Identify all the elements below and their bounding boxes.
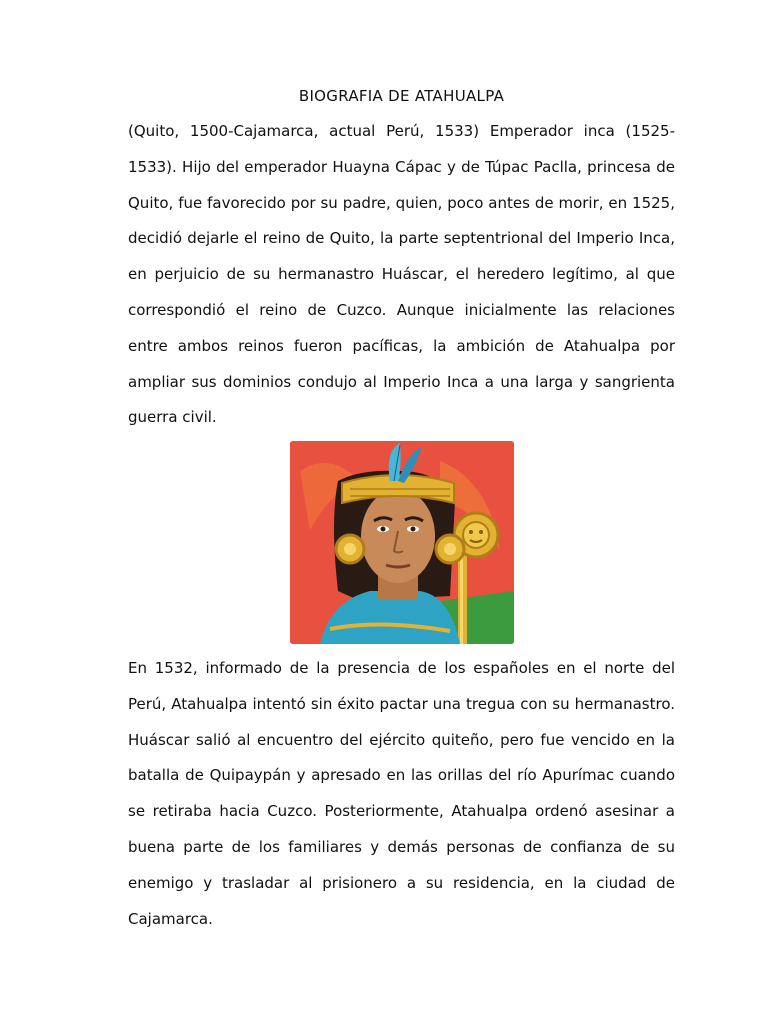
paragraph-1: (Quito, 1500-Cajamarca, actual Perú, 1533) Emperador inca (1525-1533). Hijo del emperador Huayna Cápac y de Túpac Paclla, princesa de Quito, fue favorecido por su padre, quien, poco antes de morir, en 1525, decidió dejarle el reino de Quito, la parte septentrional del Imperio Inca, en perjuicio de su hermanastro Huáscar, el heredero legítimo, al que correspondió el reino de Cuzco. Aunque inicialmente las relaciones entre ambos reinos fueron pacíficas, la ambición de Atahualpa por ampliar sus dominios condujo al Imperio Inca a una larga y sangrienta guerra civil. (128, 122, 675, 427)
page-title: BIOGRAFIA DE ATAHUALPA (298, 87, 505, 105)
paragraph-2: En 1532, informado de la presencia de los españoles en el norte del Perú, Atahualpa intentó sin éxito pactar una tregua con su hermanastro. Huáscar salió al encuentro del ejército quiteño, pero fue vencido en la batalla de Quipaypán y apresado en las orillas del río Apurímac cuando se retiraba hacia Cuzco. Posteriormente, Atahualpa ordenó asesinar a buena parte de los familiares y demás personas de confianza de su enemigo y trasladar al prisionero a su residencia, en la ciudad de Cajamarca. (128, 659, 675, 928)
atahualpa-portrait (290, 441, 514, 644)
